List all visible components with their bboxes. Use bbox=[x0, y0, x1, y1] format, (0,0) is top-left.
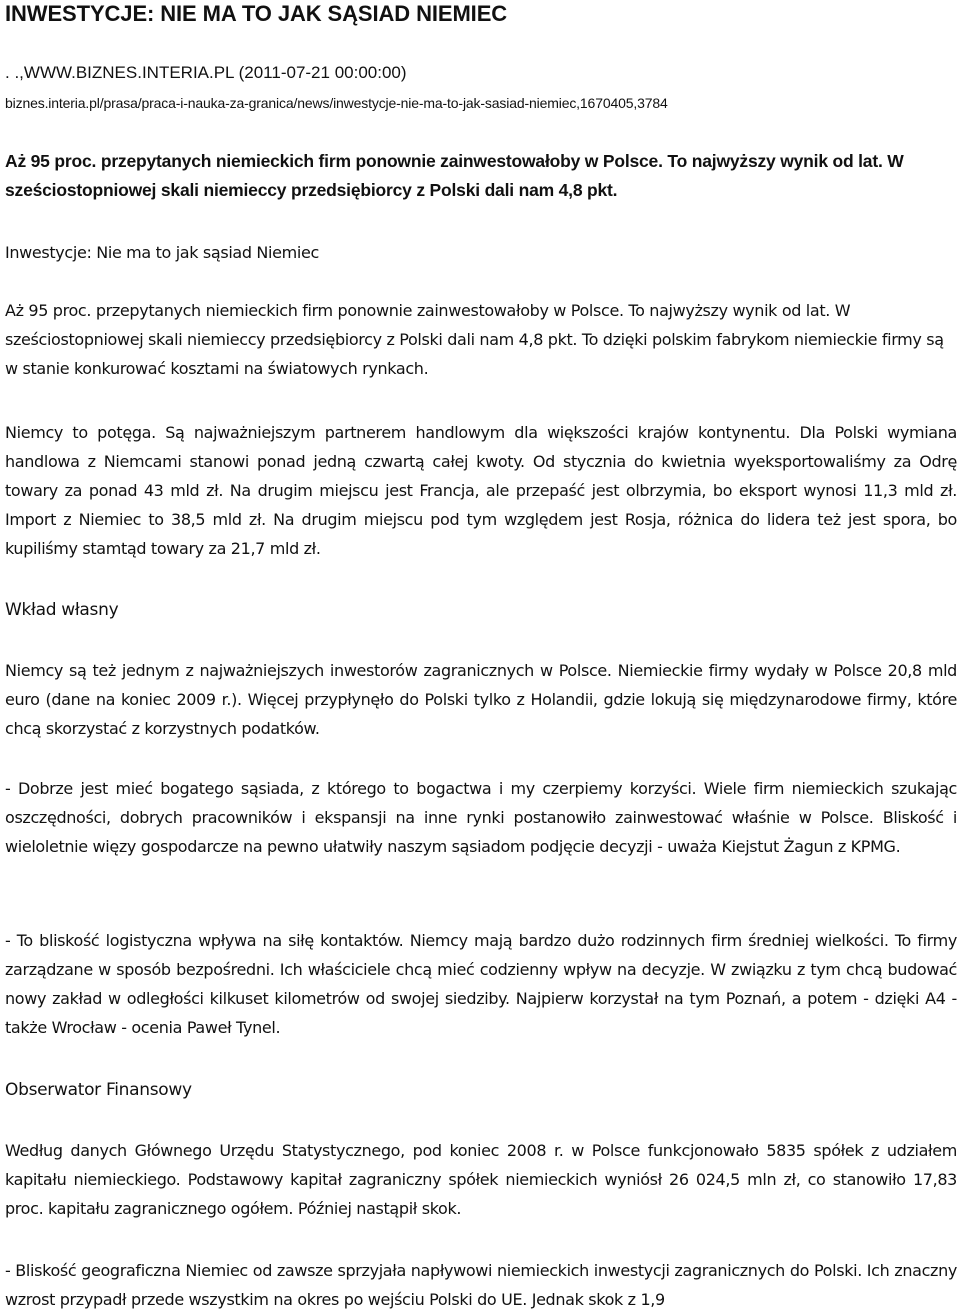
paragraph-5: - To bliskość logistyczna wpływa na siłę kontaktów. Niemcy mają bardzo dużo rodzinnych firm średniej wielkości. To firmy zarządzane w sposób bezpośredni. Ich właściciele chcą mieć codzienny wpływ na decyzje. W związku z tym chcą budować nowy zakład w odległości kilkuset kilometrów od swojej siedziby. Najpierw korzystał na tym Poznań, a potem - dzięki A4 - także Wrocław - ocenia Paweł Tynel. bbox=[5, 931, 957, 1037]
paragraph-4: - Dobrze jest mieć bogatego sąsiada, z którego to bogactwa i my czerpiemy korzyści. Wiele firm niemieckich szukając oszczędności, dobrych pracowników i ekspansji na inne rynki postanowiło zainwestować właśnie w Polsce. Bliskość i wieloletnie więzy gospodarcze na pewno ułatwiły naszym sąsiadom podjęcie decyzji - uważa Kiejstut Żagun z KPMG. bbox=[5, 779, 957, 856]
article-subtitle: Inwestycje: Nie ma to jak sąsiad Niemiec bbox=[5, 243, 319, 262]
article-page bbox=[5, 0, 957, 1309]
section-heading-wklad-wlasny: Wkład własny bbox=[5, 600, 119, 620]
paragraph-3: Niemcy są też jednym z najważniejszych inwestorów zagranicznych w Polsce. Niemieckie firmy wydały w Polsce 20,8 mld euro (dane na koniec 2009 r.). Więcej przypłynęło do Polski tylko z Holandii, gdzie lokują się międzynarodowe firmy, które chcą skorzystać z korzystnych podatków. bbox=[5, 661, 957, 738]
section-heading-obserwator-finansowy: Obserwator Finansowy bbox=[5, 1080, 192, 1100]
paragraph-7: - Bliskość geograficzna Niemiec od zawsze sprzyjała napływowi niemieckich inwestycji zagranicznych do Polski. Ich znaczny wzrost przypadł przede wszystkim na okres po wejściu Polski do UE. Jednak skok z 1,9 bbox=[5, 1261, 957, 1309]
article-source: . .,WWW.BIZNES.INTERIA.PL (2011-07-21 00:00:00) bbox=[5, 63, 407, 82]
paragraph-1: Aż 95 proc. przepytanych niemieckich firm ponownie zainwestowałoby w Polsce. To najwyższy wynik od lat. W sześciostopniowej skali niemieccy przedsiębiorcy z Polski dali nam 4,8 pkt. To dzięki polskim fabrykom niemieckie firmy są w stanie konkurować kosztami na światowych rynkach. bbox=[5, 301, 944, 378]
article-title: INWESTYCJE: NIE MA TO JAK SĄSIAD NIEMIEC bbox=[5, 1, 508, 26]
article-lead: Aż 95 proc. przepytanych niemieckich firm ponownie zainwestowałoby w Polsce. To najwyższy wynik od lat. W sześciostopniowej skali niemieccy przedsiębiorcy z Polski dali nam 4,8 pkt. bbox=[5, 151, 904, 200]
paragraph-6: Według danych Głównego Urzędu Statystycznego, pod koniec 2008 r. w Polsce funkcjonowało 5835 spółek z udziałem kapitału niemieckiego. Podstawowy kapitał zagraniczny spółek niemieckich wyniósł 26 024,5 mln zł, co stanowiło 17,83 proc. kapitału zagranicznego ogółem. Później nastąpił skok. bbox=[5, 1141, 957, 1218]
paragraph-2: Niemcy to potęga. Są najważniejszym partnerem handlowym dla większości krajów kontynentu. Dla Polski wymiana handlowa z Niemcami stanowi ponad jedną czwartą całej kwoty. Od stycznia do kwietnia wyeksportowaliśmy za Odrę towary za ponad 43 mld zł. Na drugim miejscu jest Francja, ale przepaść jest olbrzymia, bo eksport wynosi 11,3 mld zł. Import z Niemiec to 38,5 mld zł. Na drugim miejscu pod tym względem jest Rosja, różnica do lidera też jest spora, bo kupiliśmy stamtąd towary za 21,7 mld zł. bbox=[5, 423, 957, 558]
article-url[interactable]: biznes.interia.pl/prasa/praca-i-nauka-za-granica/news/inwestycje-nie-ma-to-jak-sasiad-niemiec,1670405,3784 bbox=[5, 95, 668, 111]
